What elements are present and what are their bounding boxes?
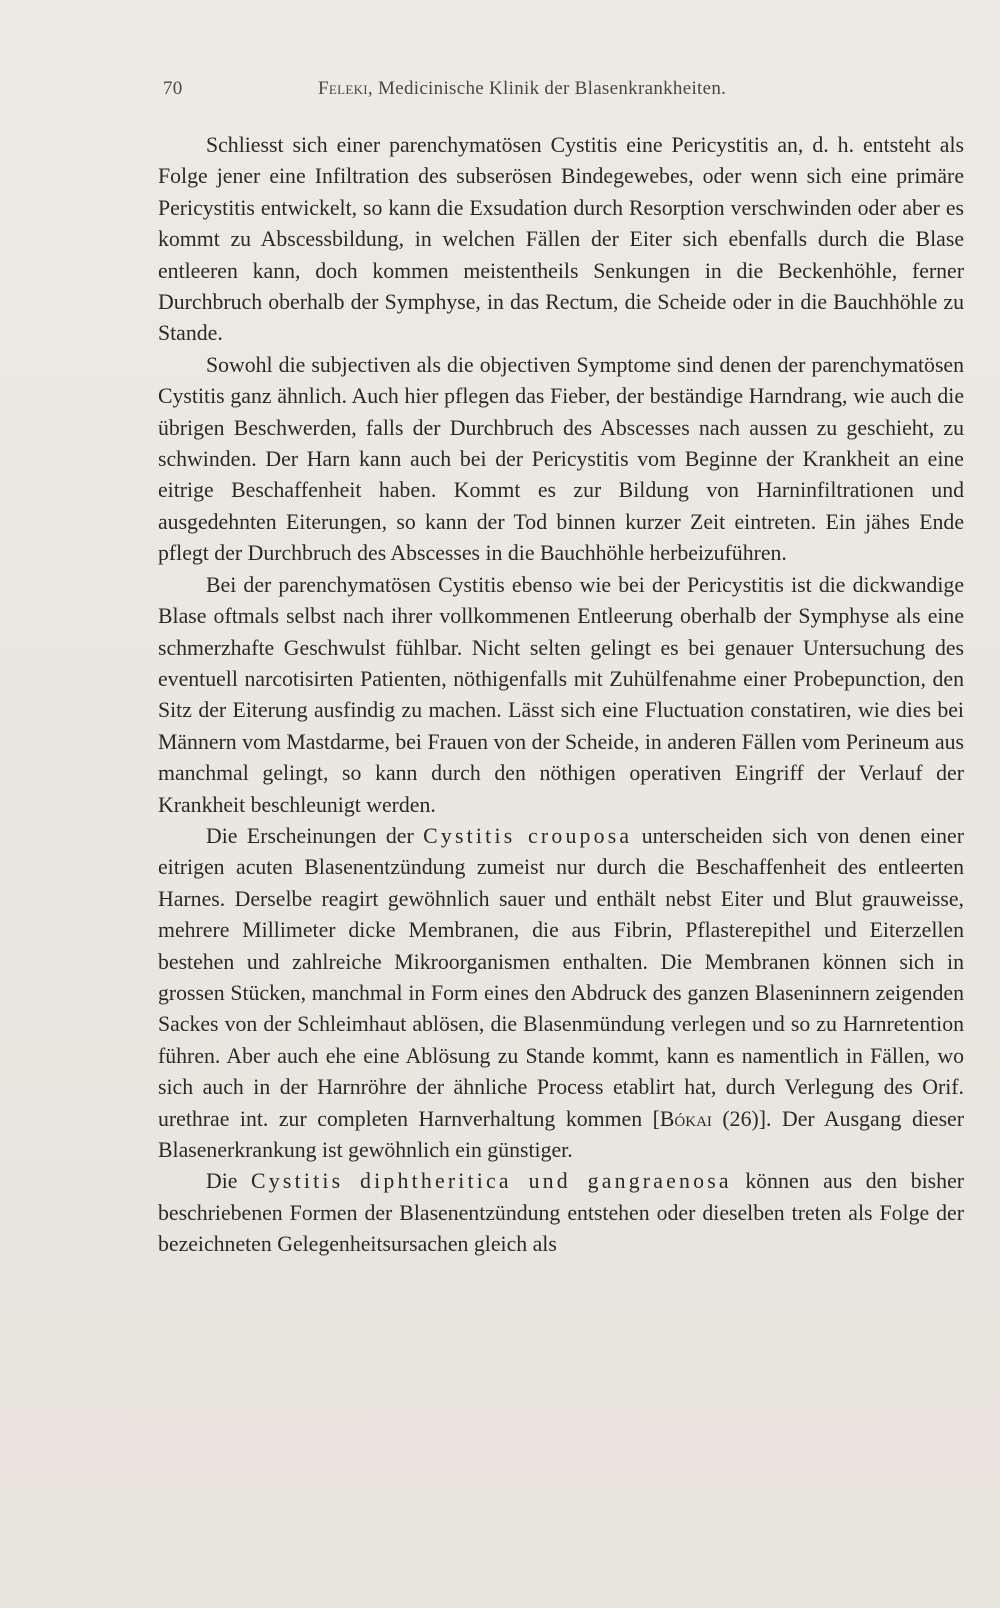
paragraph-cystitis-crouposa	[158, 821, 964, 1166]
running-head	[318, 78, 726, 100]
running-head-title: , Medicinische Klinik der Blasenkrankheiten.	[367, 78, 727, 99]
emphasized-term: Cystitis crouposa	[423, 823, 633, 848]
paragraph-text: können aus den bisher beschriebenen Formen der Blasenentzündung entstehen oder dieselben treten als Folge der bezeichneten Gelegenheitsursachen gleich als	[158, 1169, 965, 1257]
body-text	[158, 130, 964, 1261]
paragraph-text: Die Erscheinungen der	[206, 823, 424, 848]
paragraph-pericystitis-course: Schliesst sich einer parenchymatösen Cystitis eine Pericystitis an, d. h. entsteht als Folge jener eine Infiltration des subserösen Bindegewebes, oder wenn sich eine primäre Pericystitis entwickelt, so kann die Exsudation durch Resorption verschwinden oder aber es kommt zu Abscessbildung, in welchen Fällen der Eiter sich ebenfalls durch die Blase entleeren kann, doch kommen meistentheils Senkungen in die Beckenhöhle, ferner Durchbruch oberhalb der Symphyse, in das Rectum, die Scheide oder in die Bauchhöhle zu Stande.	[158, 133, 964, 346]
paragraph-text: Die	[206, 1169, 252, 1194]
paragraph-text: unterscheiden sich von denen einer eitrigen acuten Blasenentzündung zumeist nur durch die Beschaffenheit des entleerten Harnes. Derselbe reagirt gewöhnlich sauer und enthält nebst Eiter und Blut grauweisse, mehrere Millimeter dicke Membranen, die aus Fibrin, Pflasterepithel und Eiterzellen bestehen und zahlreiche Mikroorganismen enthalten. Die Membranen können sich in grossen Stücken, manchmal in Form eines den Abdruck des ganzen Blaseninnern zeigenden Sackes von der Schleimhaut ablösen, die Blasenmündung verlegen und so zu Harnretention führen. Aber auch ehe eine Ablösung zu Stande kommt, kann es namentlich in Fällen, wo sich auch in der Harnröhre der ähnliche Process etablirt hat, durch Verlegung des Orif. urethrae int. zur completen Harnverhaltung kommen [	[158, 823, 964, 1131]
paragraph-pericystitis-symptoms: Sowohl die subjectiven als die objectiven Symptome sind denen der parenchymatösen Cystitis ganz ähnlich. Auch hier pflegen das Fieber, der beständige Harndrang, wie auch die übrigen Beschwerden, falls der Durchbruch des Abscesses nach aussen zu geschieht, zu schwinden. Der Harn kann auch bei der Pericystitis vom Beginne der Krankheit an eine eitrige Beschaffenheit haben. Kommt es zur Bildung von Harninfiltrationen und ausgedehnten Eiterungen, so kann der Tod binnen kurzer Zeit eintreten. Ein jähes Ende pflegt der Durchbruch des Abscesses in die Bauchhöhle herbeizuführen.	[158, 352, 964, 566]
citation-author: Bókai	[659, 1106, 712, 1131]
paragraph-cystitis-diphtheritica	[158, 1166, 964, 1260]
running-head-author: Feleki	[318, 78, 368, 99]
paragraph-text: (26)]. Der Ausgang dieser Blasenerkrankung ist gewöhnlich ein günstiger.	[158, 1106, 964, 1162]
page-header	[163, 78, 963, 108]
paragraph-palpation-diagnosis: Bei der parenchymatösen Cystitis ebenso wie bei der Pericystitis ist die dickwandige Blase oftmals selbst nach ihrer vollkommenen Entleerung oberhalb der Symphyse als eine schmerzhafte Geschwulst fühlbar. Nicht selten gelingt es bei genauer Untersuchung des eventuell narcotisirten Patienten, nöthigenfalls mit Zuhülfenahme einer Probepunction, den Sitz der Eiterung ausfindig zu machen. Lässt sich eine Fluctuation constatiren, wie dies bei Männern vom Mastdarme, bei Frauen von der Scheide, in anderen Fällen vom Perineum aus manchmal gelingt, so kann durch den nöthigen operativen Eingriff der Verlauf der Krankheit beschleunigt werden.	[158, 572, 964, 817]
page-number: 70	[163, 78, 183, 99]
emphasized-term: Cystitis diphtheritica und gangraenosa	[251, 1169, 732, 1194]
